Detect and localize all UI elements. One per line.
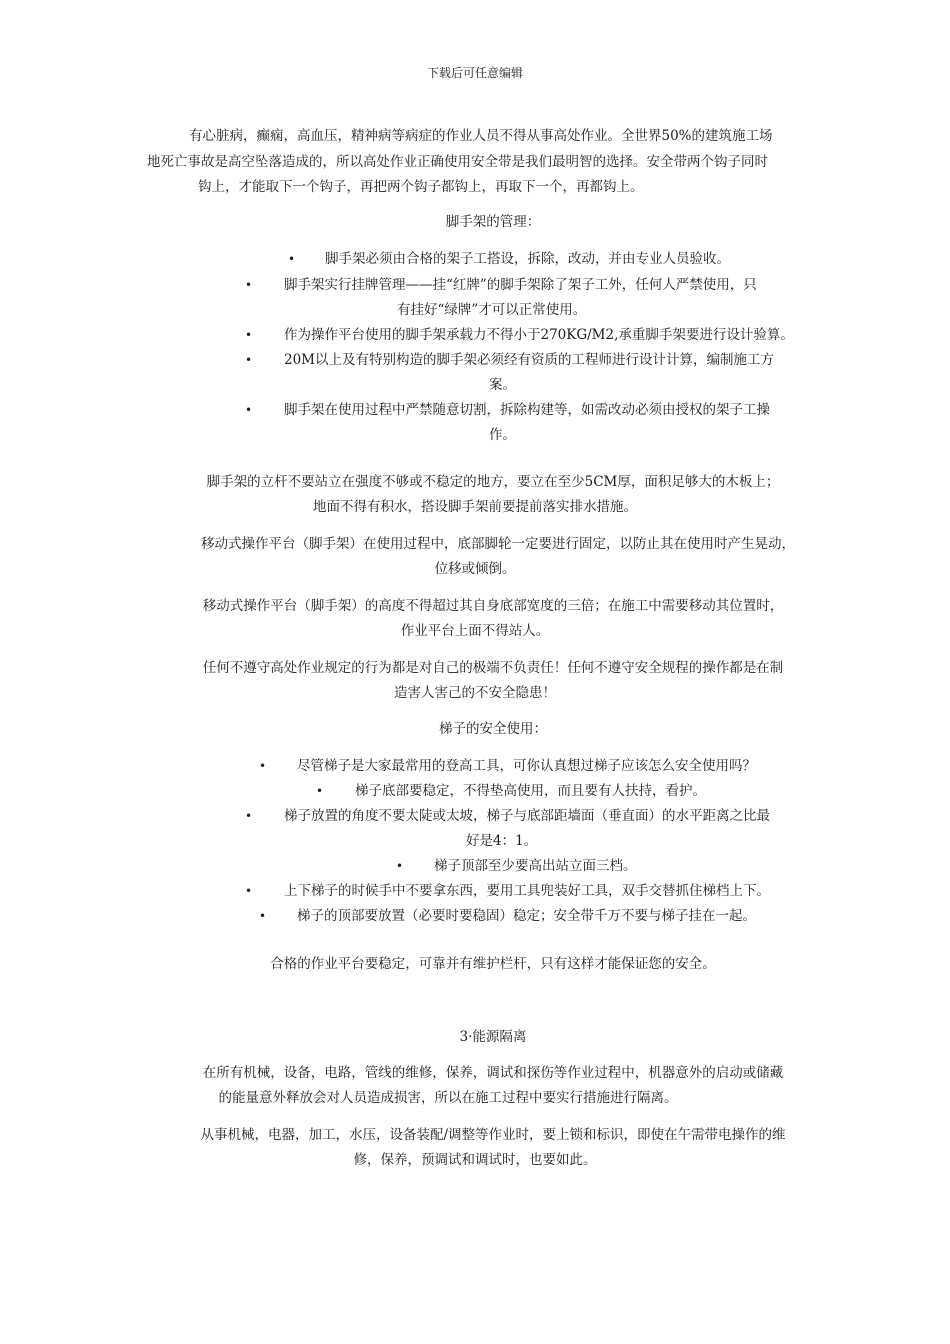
paragraph-line: 的能量意外释放会对人员造成损害，所以在施工过程中要实行措施进行隔离。 [218,1090,678,1106]
paragraph-line: 造害人害己的不安全隐患！ [394,685,556,701]
list-item: 梯子的顶部要放置（必要时要稳固）稳定；安全带千万不要与梯子挂在一起。 [297,908,756,924]
bullet-icon: • [245,403,253,417]
intro-line: 地死亡事故是高空坠落造成的，所以高处作业正确使用安全带是我们最明智的选择。安全带两个钩子同时 [147,154,768,170]
list-item: 脚手架实行挂牌管理——挂“红牌”的脚手架除了架子工外，任何人严禁使用，只 [284,277,757,293]
list-item-continuation: 案。 [489,377,516,393]
intro-line: 钩上，才能取下一个钩子，再把两个钩子都钩上，再取下一个，再都钩上。 [198,179,644,195]
bullet-icon: • [245,809,253,823]
list-item: 梯子放置的角度不要太陡或太坡，梯子与底部距墙面（垂直面）的水平距离之比最 [284,808,770,824]
section-heading-energy: 3·能源隔离 [459,1029,527,1045]
list-item: 尽管梯子是大家最常用的登高工具，可你认真想过梯子应该怎么安全使用吗？ [297,758,756,774]
list-item-continuation: 好是4：1。 [466,833,538,849]
paragraph-line: 移动式操作平台（脚手架）在使用过程中，底部脚轮一定要进行固定，以防止其在使用时产生晃动， [201,536,795,552]
bullet-icon: • [288,252,296,266]
list-item-continuation: 作。 [489,427,516,443]
list-item: 梯子底部要稳定，不得垫高使用，而且要有人扶持，看护。 [355,783,706,799]
paragraph-line: 作业平台上面不得站人。 [400,623,550,639]
bullet-icon: • [245,884,253,898]
list-item: 20M以上及有特别构造的脚手架必须经有资质的工程师进行设计计算，编制施工方 [284,352,775,368]
paragraph-line: 任何不遵守高处作业规定的行为都是对自己的极端不负责任！任何不遵守安全规程的操作都是在制 [202,660,784,676]
section-heading-scaffold: 脚手架的管理： [445,214,541,230]
page-header: 下载后可任意编辑 [426,66,523,80]
bullet-icon: • [259,909,267,923]
list-item-continuation: 有挂好“绿牌”才可以正常使用。 [397,302,587,318]
section-heading-ladder: 梯子的安全使用： [439,721,547,737]
bullet-icon: • [259,759,267,773]
bullet-icon: • [245,278,253,292]
paragraph-line: 修，保养，预调试和调试时，也要如此。 [353,1152,597,1168]
paragraph-line: 移动式操作平台（脚手架）的高度不得超过其自身底部宽度的三倍；在施工中需要移动其位置时， [202,598,784,614]
intro-line: 有心脏病，癫痫，高血压，精神病等病症的作业人员不得从事高处作业。全世界50%的建筑施工场 [189,128,773,144]
paragraph-line: 地面不得有积水，搭设脚手架前要提前落实排水措施。 [313,499,637,515]
bullet-icon: • [245,328,253,342]
paragraph-line: 在所有机械，设备，电路，管线的维修，保养，调试和探伤等作业过程中，机器意外的启动或储藏 [202,1065,784,1081]
paragraph-line: 位移或倾倒。 [434,561,516,577]
list-item: 梯子顶部至少要高出站立面三档。 [434,858,637,874]
bullet-icon: • [396,859,404,873]
bullet-icon: • [245,353,253,367]
paragraph-line: 脚手架的立杆不要站立在强度不够或不稳定的地方，要立在至少5CM厚，面积足够大的木板上； [206,474,780,490]
list-item: 作为操作平台使用的脚手架承载力不得小于270KG/M2,承重脚手架要进行设计验算。 [284,327,794,343]
bullet-icon: • [316,784,324,798]
paragraph-line: 从事机械，电器，加工，水压，设备装配/调整等作业时，要上锁和标识，即使在午需带电操作的维 [200,1127,786,1143]
platform-note: 合格的作业平台要稳定，可靠并有维护栏杆，只有这样才能保证您的安全。 [270,956,716,972]
list-item: 脚手架必须由合格的架子工搭设，拆除，改动，并由专业人员验收。 [325,251,730,267]
list-item: 上下梯子的时候手中不要拿东西，要用工具兜装好工具，双手交替抓住梯档上下。 [284,883,770,899]
list-item: 脚手架在使用过程中严禁随意切割，拆除构建等，如需改动必须由授权的架子工操 [284,402,770,418]
